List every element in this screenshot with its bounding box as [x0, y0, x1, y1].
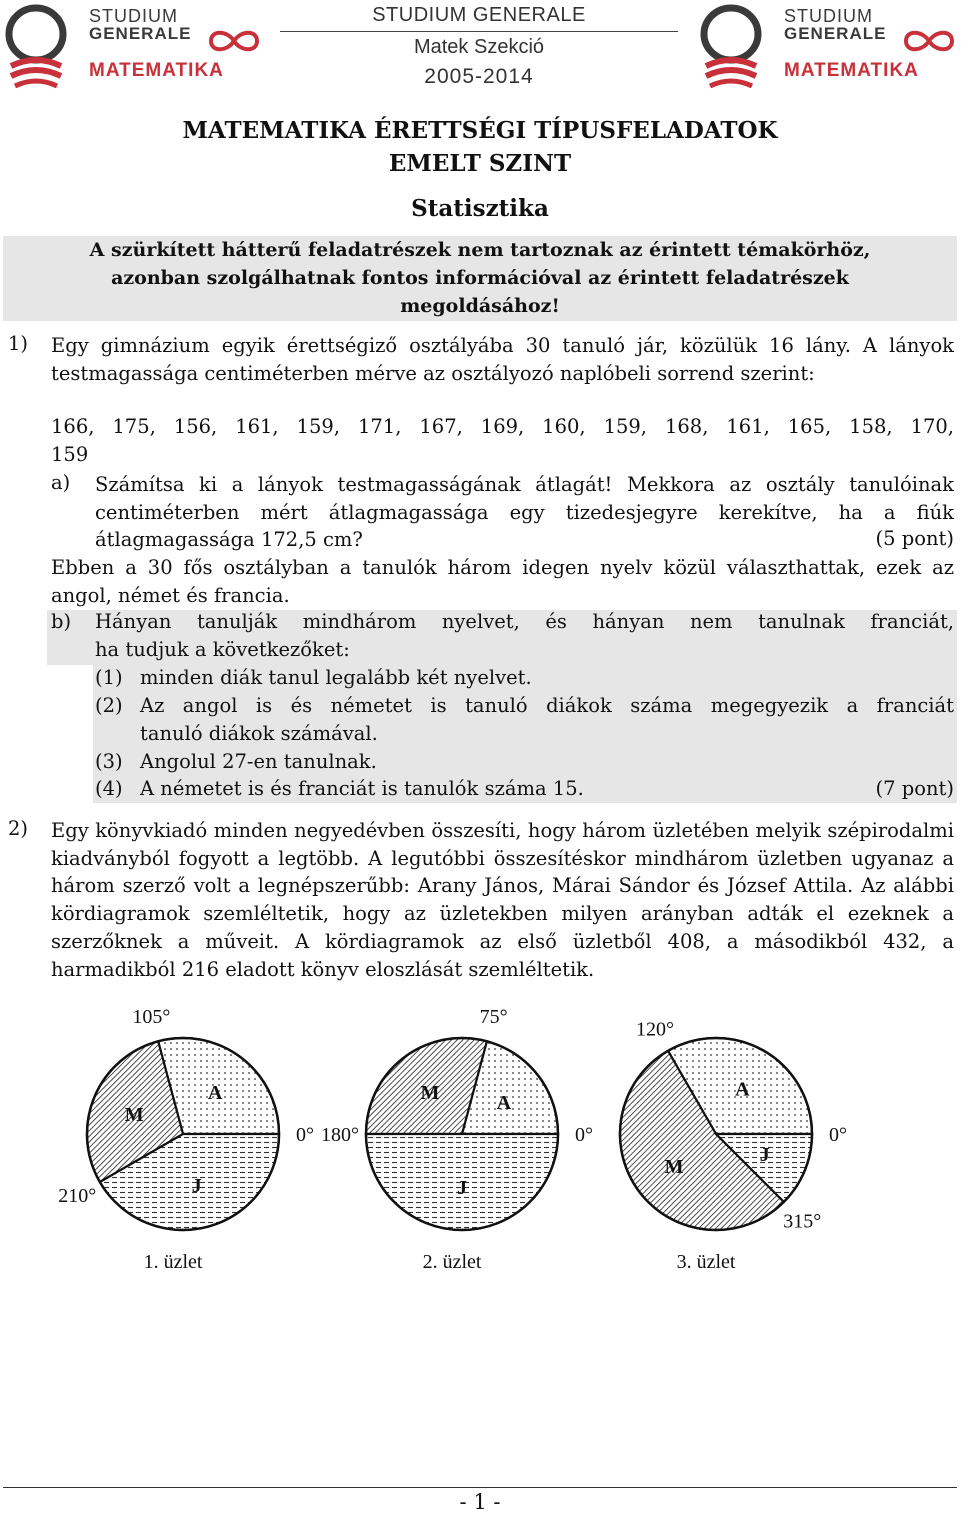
header-subtitle: Matek Szekció: [413, 36, 545, 58]
footer-rule: [3, 1487, 957, 1488]
notice-line1: A szürkített hátterű feladatrészek nem tartoznak az érintett témakörhöz,: [89, 239, 871, 261]
cond1-text: minden diák tanul legalább két nyelvet.: [140, 666, 532, 689]
pie-title: 3. üzlet: [676, 1251, 736, 1273]
angle-label: 210°: [58, 1185, 97, 1207]
studium-generale-logo-right: [700, 4, 970, 96]
angle-label: 0°: [296, 1124, 314, 1146]
cond1-number: (1): [95, 666, 123, 689]
task1-middle: Ebben a 30 fős osztályban a tanulók három idegen nyelv közül választhattak, ezek az angol, német és francia.: [51, 556, 954, 607]
slice-label-m: M: [664, 1156, 684, 1179]
task1b-text-l1: Hányan tanulják mindhárom nyelvet, és hányan nem tanulnak franciát,: [95, 610, 954, 633]
angle-label: 315°: [783, 1210, 822, 1233]
pie-title: 1. üzlet: [143, 1251, 203, 1273]
logo-text-top: STUDIUM: [784, 6, 873, 26]
cond4-number: (4): [95, 777, 123, 800]
task1a-points: (5 pont): [875, 527, 954, 550]
header-years: 2005-2014: [424, 65, 534, 88]
cond2-text-l2: tanuló diákok számával.: [140, 722, 378, 745]
header-title: STUDIUM GENERALE: [372, 4, 586, 26]
cond3-text: Angolul 27-en tanulnak.: [140, 750, 377, 773]
task2-text: Egy könyvkiadó minden negyedévben összesíti, hogy három üzletében melyik szépirodalmi kiadványból fogyott a legtöbb. A legutóbbi összesítéskor mindhárom üzletben ugyanaz a három szerző volt a legnépszerűbb: Arany János, Márai Sándor és József Attila. Az alábbi kördiagramok szemléltetik, hogy az üzletekben milyen arányban adták el ezeknek a szerzőknek a műveit. A kördiagramok az első üzletből 408, a másodikból 432, a harmadikból 216 eladott könyv eloszlását szemléltetik.: [51, 819, 954, 981]
logo-mark-icon: [5, 4, 67, 92]
logo-text-top: STUDIUM: [89, 6, 178, 26]
infinity-icon: [205, 28, 263, 54]
slice-label-j: J: [457, 1176, 467, 1199]
page-number: - 1 -: [459, 1490, 501, 1514]
infinity-icon: [900, 28, 958, 54]
task1a-label: a): [51, 471, 71, 494]
header-rule: [280, 31, 678, 32]
studium-generale-logo: [5, 4, 275, 96]
task1b-label: b): [51, 610, 72, 633]
task1-heights-end: 159: [51, 443, 89, 466]
cond2-number: (2): [95, 694, 123, 717]
notice-line3: megoldásához!: [400, 295, 560, 317]
doc-title-line1: MATEMATIKA ÉRETTSÉGI TÍPUSFELADATOK: [182, 117, 778, 144]
task2-number: 2): [8, 817, 29, 840]
slice-label-m: M: [124, 1103, 144, 1126]
slice-label-m: M: [420, 1082, 440, 1105]
logo-mark-icon: [700, 4, 762, 92]
angle-label: 120°: [636, 1018, 674, 1041]
logo-text-mid: GENERALE: [784, 24, 887, 43]
logo-text-bottom: MATEMATIKA: [784, 60, 919, 81]
cond2-text-l1: Az angol is és németet is tanuló diákok száma megegyezik a franciát: [140, 694, 954, 717]
cond3-number: (3): [95, 750, 123, 773]
notice-box: [3, 236, 957, 321]
task1-intro: Egy gimnázium egyik érettségiző osztályába 30 tanuló jár, közülük 16 lány. A lányok testmagassága centiméterben mérve az osztályozó naplóbeli sorrend szerint:: [51, 334, 954, 385]
doc-topic: Statisztika: [411, 195, 549, 222]
slice-label-j: J: [191, 1175, 202, 1197]
task1-heights: 166, 175, 156, 161, 159, 171, 167, 169, 160, 159, 168, 161, 165, 158, 170,: [51, 415, 954, 438]
logo-text-bottom: MATEMATIKA: [89, 60, 224, 81]
cond4-text: A németet is és franciát is tanulók száma 15.: [140, 777, 584, 800]
angle-label: 180°: [321, 1124, 359, 1146]
slice-label-a: A: [207, 1082, 223, 1105]
notice-line2: azonban szolgálhatnak fontos információval az érintett feladatrészek: [111, 267, 849, 289]
angle-label: 75°: [479, 1006, 508, 1029]
pie-charts: [0, 1006, 960, 1273]
angle-label: 0°: [829, 1124, 847, 1146]
angle-label: 0°: [575, 1124, 593, 1146]
task1b-text-l2: ha tudjuk a következőket:: [95, 638, 350, 661]
task1-number: 1): [8, 332, 29, 355]
slice-label-a: A: [735, 1078, 750, 1101]
task1a-text: Számítsa ki a lányok testmagasságának átlagát! Mekkora az osztály tanulóinak centiméterben mért átlagmagassága egy tizedesjegyre kerekítve, ha a fiúk átlagmagassága 172,5 cm?: [95, 473, 954, 552]
slice-label-j: J: [759, 1144, 770, 1167]
task1b-points: (7 pont): [875, 777, 954, 800]
pie-title: 2. üzlet: [422, 1251, 482, 1273]
logo-text-mid: GENERALE: [89, 24, 192, 43]
angle-label: 105°: [132, 1006, 171, 1029]
header-center: [280, 4, 678, 89]
slice-label-a: A: [496, 1091, 512, 1114]
doc-title-line2: EMELT SZINT: [388, 150, 572, 177]
